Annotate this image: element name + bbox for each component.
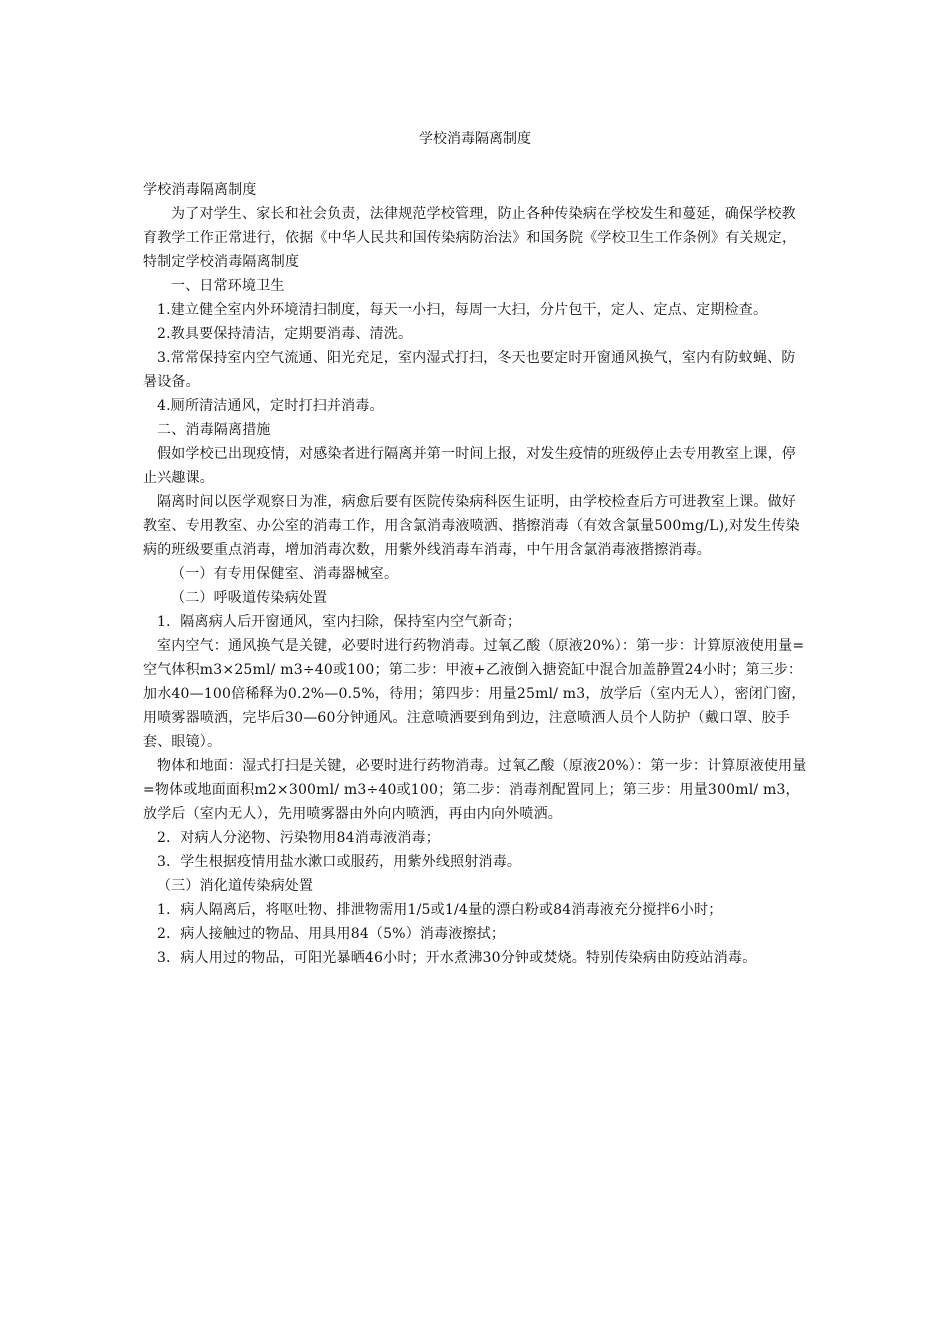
paragraph: 2.教具要保持清洁，定期要消毒、清洗。: [157, 326, 413, 342]
document-body: [143, 178, 807, 970]
paragraph: 3.常常保持室内空气流通、阳光充足，室内湿式打扫，冬天也要定时开窗通风换气，室内有防蚊蝇、防暑设备。: [143, 350, 796, 390]
paragraph: （一）有专用保健室、消毒器械室。: [171, 566, 399, 582]
paragraph: 为了对学生、家长和社会负责，法律规范学校管理，防止各种传染病在学校发生和蔓延，确保学校教育教学工作正常进行，依据《中华人民共和国传染病防治法》和国务院《学校卫生工作条例》有关规定，特制定学校消毒隔离制度: [143, 206, 797, 270]
paragraph: 假如学校已出现疫情，对感染者进行隔离并第一时间上报，对发生疫情的班级停止去专用教室上课，停止兴趣课。: [143, 446, 796, 486]
paragraph: 一、日常环境卫生: [171, 278, 285, 294]
paragraph: 4.厕所清洁通风，定时打扫并消毒。: [157, 398, 384, 414]
document-title: 学校消毒隔离制度: [419, 131, 531, 147]
paragraph: 2．病人接触过的物品、用具用84（5%）消毒液擦拭；: [157, 926, 506, 942]
paragraph: 3．学生根据疫情用盐水漱口或服药，用紫外线照射消毒。: [157, 854, 522, 870]
paragraph: 物体和地面：湿式打扫是关键，必要时进行药物消毒。过氧乙酸（原液20%）：第一步：计算原液使用量=物体或地面面积m2×300ml/ m3÷40或100；第二步：消毒剂配置同上；第三步：用量300ml/ m3，放学后（室内无人），先用喷雾器由外向内喷洒，再由内向外喷洒。: [143, 758, 807, 822]
paragraph: 学校消毒隔离制度: [143, 182, 257, 198]
paragraph: 室内空气：通风换气是关键，必要时进行药物消毒。过氧乙酸（原液20%）：第一步：计算原液使用量=空气体积m3×25ml/ m3÷40或100；第二步：甲液+乙液倒入搪瓷缸中混合加盖静置24小时；第三步：加水40—100倍稀释为0.2%—0.5%，待用；第四步：用量25ml/ m3，放学后（室内无人），密闭门窗，用喷雾器喷洒，完毕后30—60分钟通风。注意喷洒要到角到边，注意喷洒人员个人防护（戴口罩、胶手套、眼镜）。: [143, 638, 806, 750]
paragraph: 1．隔离病人后开窗通风，室内扫除，保持室内空气新奇；: [157, 614, 522, 630]
paragraph: 1．病人隔离后，将呕吐物、排泄物需用1/5或1/4量的漂白粉或84消毒液充分搅拌6小时；: [157, 902, 723, 918]
paragraph: 3．病人用过的物品，可阳光暴晒46小时；开水煮沸30分钟或焚烧。特别传染病由防疫站消毒。: [157, 950, 757, 966]
paragraph: 2．对病人分泌物、污染物用84消毒液消毒；: [157, 830, 440, 846]
paragraph: 1.建立健全室内外环境清扫制度，每天一小扫，每周一大扫，分片包干，定人、定点、定期检查。: [157, 302, 768, 318]
paragraph: 隔离时间以医学观察日为准，病愈后要有医院传染病科医生证明，由学校检查后方可进教室上课。做好教室、专用教室、办公室的消毒工作，用含氯消毒液喷洒、揩擦消毒（有效含氯量500mg/L),对发生传染病的班级要重点消毒，增加消毒次数，用紫外线消毒车消毒，中午用含氯消毒液揩擦消毒。: [143, 494, 800, 558]
paragraph: （二）呼吸道传染病处置: [171, 590, 328, 606]
paragraph: 二、消毒隔离措施: [157, 422, 271, 438]
paragraph: （三）消化道传染病处置: [157, 878, 314, 894]
